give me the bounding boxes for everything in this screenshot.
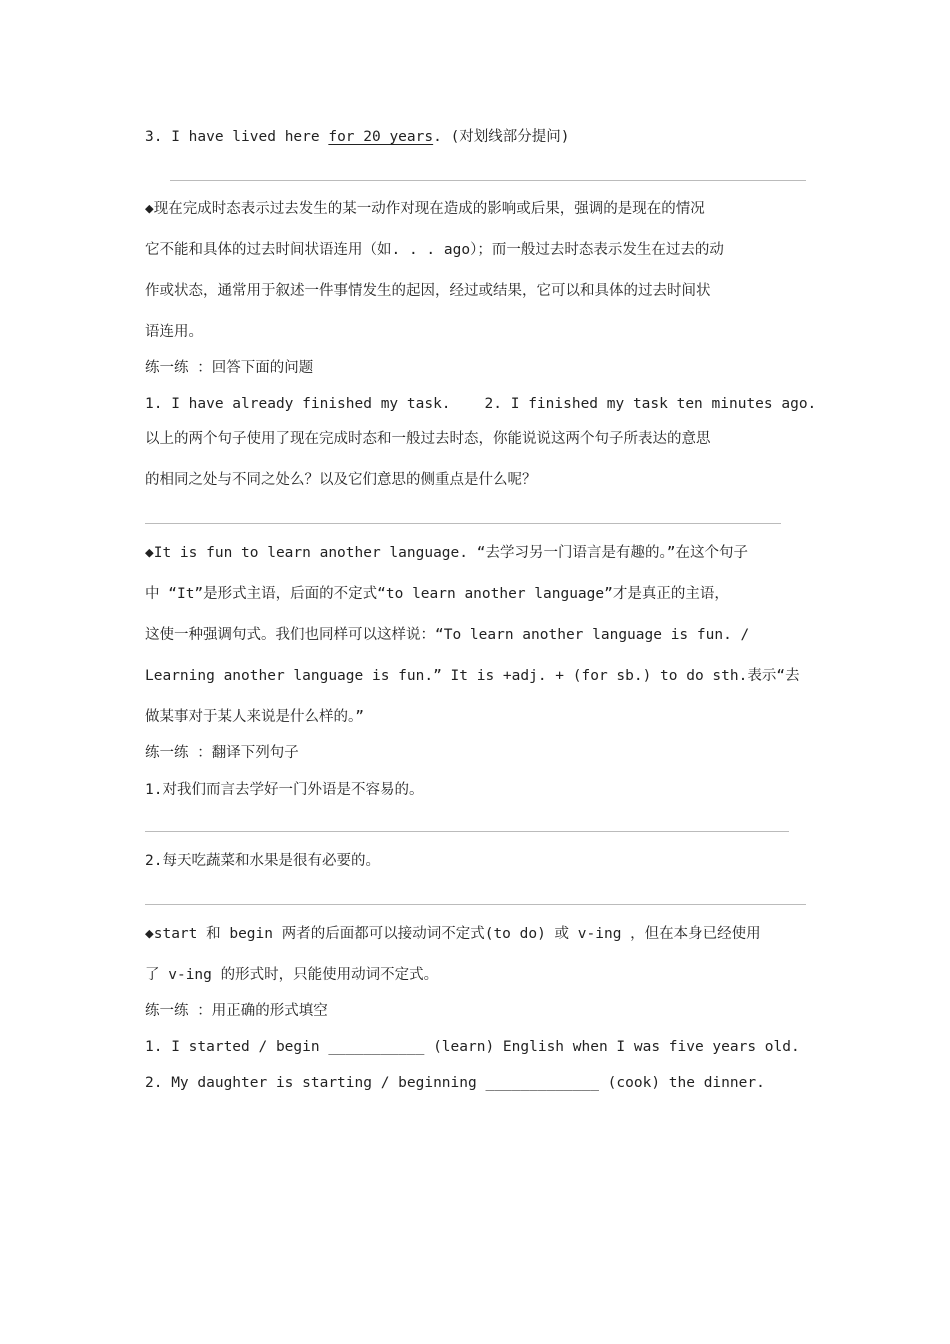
grammar-note-line: 语连用。 [145, 324, 203, 340]
question-text: I have lived here [171, 129, 329, 145]
example-sentence: 2. I finished my task ten minutes ago. [484, 396, 817, 412]
exercise-heading: 练一练 ：用正确的形式填空 [145, 1003, 328, 1019]
exercise-heading: 练一练 ：回答下面的问题 [145, 360, 314, 376]
grammar-note-line: 这使一种强调句式。我们也同样可以这样说：“To learn another language is fun. / [145, 627, 750, 643]
grammar-note-line: ◆start 和 begin 两者的后面都可以接动词不定式(to do) 或 v-ing ，但在本身已经使用 [145, 926, 761, 942]
underlined-phrase: for 20 years [328, 129, 434, 145]
grammar-note-line: 中 “It”是形式主语，后面的不定式“to learn another language”才是真正的主语， [145, 586, 729, 602]
fill-blank-item: 2. My daughter is starting / beginning _____________ (cook) the dinner. [145, 1075, 765, 1091]
grammar-note-line: 作或状态，通常用于叙述一件事情发生的起因，经过或结果，它可以和具体的过去时间状 [145, 283, 711, 299]
translation-item: 2.每天吃蔬菜和水果是很有必要的。 [145, 853, 380, 869]
answer-line [170, 180, 806, 181]
grammar-note-line: 做某事对于某人来说是什么样的。” [145, 709, 364, 725]
grammar-note-line: 它不能和具体的过去时间状语连用（如. . . ago）；而一般过去时态表示发生在过去的动 [145, 242, 724, 258]
example-sentence: 1. I have already finished my task. [145, 396, 451, 412]
question-text: 以上的两个句子使用了现在完成时态和一般过去时态，你能说说这两个句子所表达的意思 [145, 431, 711, 447]
question-number: 3. [145, 129, 172, 145]
example-sentences [145, 394, 816, 414]
grammar-note-line: ◆现在完成时态表示过去发生的某一动作对现在造成的影响或后果，强调的是现在的情况 [145, 201, 705, 217]
answer-line [145, 831, 789, 832]
question-instruction: . (对划线部分提问) [433, 129, 570, 145]
grammar-note-line: 了 v-ing 的形式时，只能使用动词不定式。 [145, 967, 439, 983]
fill-blank-item: 1. I started / begin ___________ (learn) English when I was five years old. [145, 1039, 800, 1055]
question-3 [145, 127, 570, 147]
question-text: 的相同之处与不同之处么？以及它们意思的侧重点是什么呢？ [145, 472, 537, 488]
translation-item: 1.对我们而言去学好一门外语是不容易的。 [145, 782, 424, 798]
answer-line [145, 904, 806, 905]
grammar-note-line: Learning another language is fun.” It is +adj. + (for sb.) to do sth.表示“去 [145, 668, 800, 684]
exercise-heading: 练一练 ：翻译下列句子 [145, 745, 299, 761]
answer-line [145, 523, 781, 524]
grammar-note-line: ◆It is fun to learn another language. “去学习另一门语言是有趣的。”在这个句子 [145, 545, 748, 561]
